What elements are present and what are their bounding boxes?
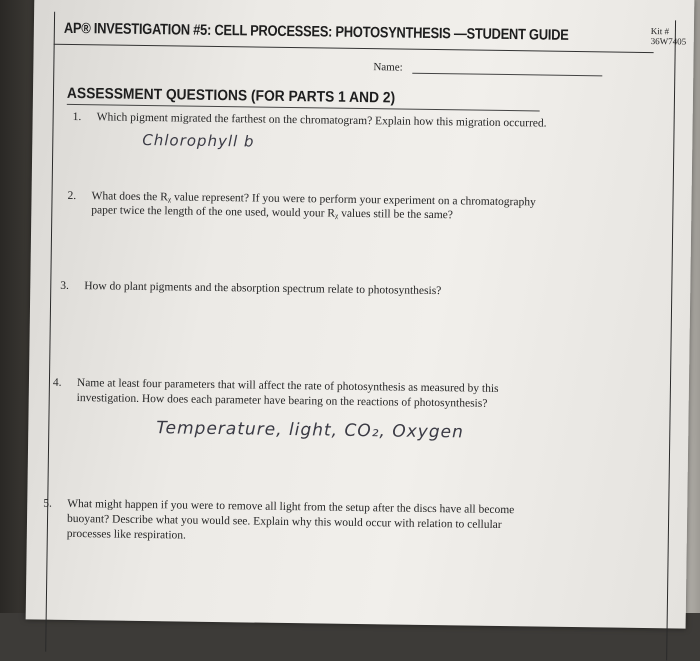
worksheet-page [26, 0, 695, 629]
question-line: What does the Rᵪ value represent? If you were to perform your experiment on a chromatography [91, 190, 536, 209]
question-number: 4. [52, 376, 62, 389]
handwritten-answer-4: Temperature, light, CO₂, Oxygen [156, 418, 464, 443]
document-title: AP® INVESTIGATION #5: CELL PROCESSES: PHOTOSYNTHESIS —STUDENT GUIDE [63, 19, 569, 44]
question-line: paper twice the length of the one used, would your Rᵪ values still be the same? [91, 204, 453, 222]
name-label: Name: [373, 61, 403, 74]
section-heading: ASSESSMENT QUESTIONS (FOR PARTS 1 AND 2) [67, 85, 540, 112]
name-line[interactable] [413, 61, 603, 77]
question-line: Which pigment migrated the farthest on the chromatogram? Explain how this migration occurred. [96, 111, 547, 130]
question-line: investigation. How does each parameter have bearing on the reactions of photosynthesis? [76, 392, 488, 410]
question-line: processes like respiration. [66, 527, 187, 542]
kit-number: Kit # 36W7405 [650, 26, 687, 47]
question-line: What might happen if you were to remove all light from the setup after the discs have all become [67, 497, 515, 517]
question-line: Name at least four parameters that will affect the rate of photosynthesis as measured by this [76, 377, 499, 395]
question-number: 2. [67, 189, 77, 203]
question-line: buoyant? Describe what you would see. Explain why this would occur with relation to cellular [66, 512, 502, 531]
question-line: How do plant pigments and the absorption spectrum relate to photosynthesis? [84, 280, 442, 298]
handwritten-answer-1: Chlorophyll b [142, 130, 255, 151]
question-number: 3. [60, 279, 70, 292]
question-number: 1. [72, 110, 82, 124]
question-number: 5. [43, 497, 52, 510]
